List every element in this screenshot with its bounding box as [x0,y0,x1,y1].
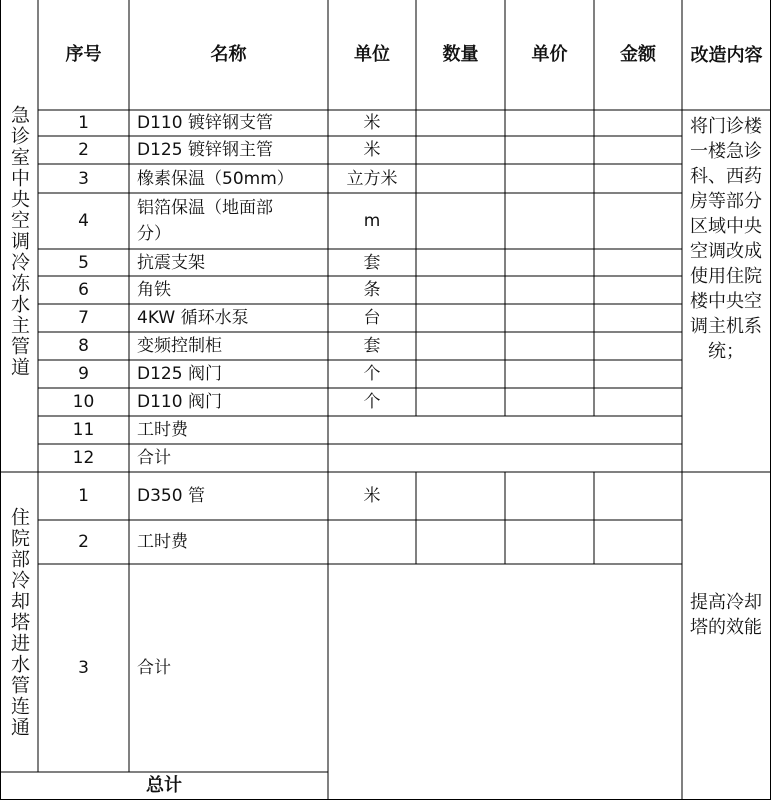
s1-row-10-unit: 个 [363,392,381,412]
s1-row-8-unit: 套 [363,336,381,356]
s1-row-6-unit: 条 [363,280,381,300]
s1-row-7-unit: 台 [363,308,381,328]
header-amount: 金额 [620,44,656,65]
s1-row-5-unit: 套 [363,252,381,273]
s1-row-10-seq: 10 [72,392,95,412]
s1-row-12-seq: 12 [72,448,95,468]
header-content: 改造内容 [690,45,763,66]
s1-row-8-name: 变频控制柜 [137,336,222,356]
s2-row-3-seq: 3 [78,658,89,678]
s1-row-11-seq: 11 [72,420,95,440]
s2-row-2-name: 工时费 [137,532,188,552]
s1-row-11-name: 工时费 [137,420,188,440]
s1-row-2-unit: 米 [363,140,381,160]
s1-row-5-name: 抗震支架 [137,252,205,273]
s2-row-1-unit: 米 [363,486,381,506]
header-unit: 单位 [354,44,390,65]
s1-row-5-seq: 5 [78,252,89,273]
s1-row-9-unit: 个 [363,364,381,384]
s2-row-3-name: 合计 [137,658,171,678]
s1-row-9-name: D125 阀门 [137,364,222,384]
s1-row-4-name: 铝箔保温（地面部分） [137,198,273,244]
header-name: 名称 [210,44,247,65]
header-seq: 序号 [65,44,102,65]
header-quantity: 数量 [442,44,479,65]
s1-row-8-seq: 8 [78,336,89,356]
s1-row-1-seq: 1 [78,113,89,133]
s1-row-3-unit: 立方米 [346,168,398,189]
s1-row-6-name: 角铁 [137,280,171,300]
section2-content: 提高冷却塔的效能 [690,592,762,638]
s1-row-12-name: 合计 [137,448,171,468]
s1-row-6-seq: 6 [78,280,89,300]
s1-row-4-seq: 4 [78,211,89,231]
s1-row-2-name: D125 镀锌钢主管 [137,140,273,160]
s2-row-1-name: D350 管 [137,486,205,506]
s1-row-9-seq: 9 [78,364,89,384]
s1-row-7-seq: 7 [78,308,89,328]
s1-row-3-seq: 3 [78,168,89,189]
section1-title: 急诊室中央空调冷冻水主管道 [8,104,30,378]
s1-row-7-name: 4KW 循环水泵 [137,308,249,328]
s1-row-4-unit: m [363,211,381,231]
s1-row-10-name: D110 阀门 [137,392,222,412]
s2-row-2-seq: 2 [78,532,89,552]
s1-row-3-name: 橡素保温（50mm） [137,168,294,189]
section1-content: 将门诊楼一楼急诊科、西药房等部分区域中央空调改成使用住院楼中央空调主机系统； [690,116,762,362]
section2-title: 住院部冷却塔进水管连通 [8,506,30,738]
s1-row-1-unit: 米 [363,113,381,133]
s1-row-2-seq: 2 [78,140,89,160]
total-label: 总计 [146,775,182,796]
s1-row-1-name: D110 镀锌钢支管 [137,113,273,133]
header-unit-price: 单价 [531,44,568,65]
s2-row-1-seq: 1 [78,486,89,506]
